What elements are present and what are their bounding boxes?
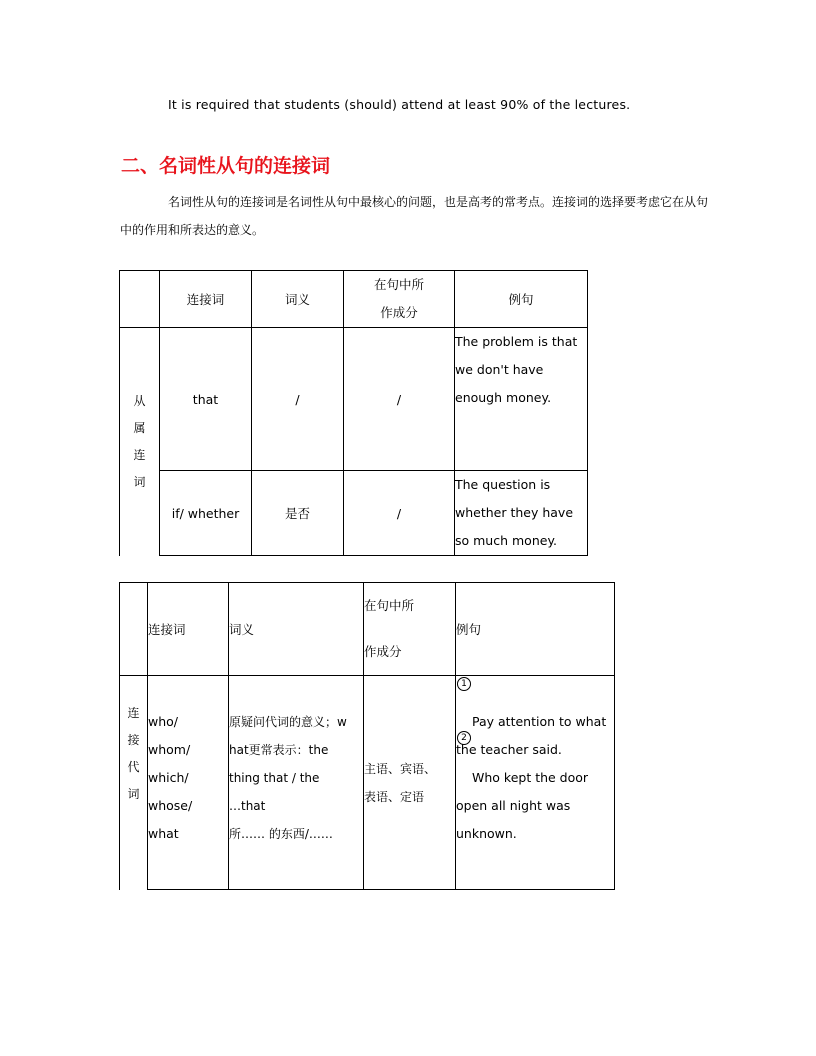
group-label-char: 属 [133, 420, 146, 435]
group-label-pronouns [120, 676, 148, 890]
example-line: enough money. [455, 390, 552, 405]
cell-role: / [344, 471, 455, 556]
example-line: Pay attention to what [472, 714, 607, 729]
circled-number-2: 2 [457, 731, 471, 745]
header-meaning: 词义 [252, 271, 344, 328]
header-role-line: 在句中所 [364, 598, 415, 613]
header-meaning: 词义 [229, 583, 364, 676]
example-line: whether they have [455, 505, 574, 520]
header-connective: 连接词 [148, 583, 229, 676]
header-role-line: 在句中所 [373, 277, 424, 292]
header-example: 例句 [456, 583, 615, 676]
example-line: the teacher said. [456, 742, 562, 757]
group-label-char: 连 [127, 706, 140, 720]
group-label-char: 词 [127, 787, 140, 801]
cell-connective: if/ whether [160, 471, 252, 556]
header-role-line: 作成分 [364, 644, 402, 659]
example-line: unknown. [456, 826, 517, 841]
cell-example [455, 328, 588, 471]
cell-meaning: / [252, 328, 344, 471]
meaning-line: hat更常表示：the [229, 743, 329, 757]
header-role [364, 583, 456, 676]
example-line: we don't have [455, 362, 544, 377]
role-line: 表语、定语 [364, 789, 425, 804]
group-label-subordinating [120, 328, 160, 556]
circled-number-1: 1 [457, 677, 471, 691]
cell-connective [148, 676, 229, 890]
cell-role: / [344, 328, 455, 471]
connective-line: which/ [148, 770, 189, 785]
connectives-table-subordinating [119, 270, 588, 556]
meaning-line: 所…… 的东西/…… [229, 827, 333, 841]
meaning-line: 原疑问代词的意义；w [229, 715, 347, 729]
meaning-line: …that [229, 799, 266, 813]
cell-connective: that [160, 328, 252, 471]
intro-sentence: It is required that students (should) attend at least 90% of the lectures. [168, 97, 631, 112]
example-line: The question is [455, 477, 551, 492]
example-line: Who kept the door [472, 770, 589, 785]
cell-role [364, 676, 456, 890]
header-blank-cell [120, 583, 148, 676]
cell-meaning: 是否 [252, 471, 344, 556]
connective-line: whose/ [148, 798, 193, 813]
example-line: so much money. [455, 533, 558, 548]
section-heading: 二、名词性从句的连接词 [121, 155, 331, 177]
header-role [344, 271, 455, 328]
example-line: The problem is that [455, 334, 578, 349]
connective-line: what [148, 826, 179, 841]
group-label-char: 从 [133, 393, 146, 408]
meaning-line: thing that / the [229, 771, 320, 785]
connective-line: who/ [148, 714, 179, 729]
cell-example [455, 471, 588, 556]
cell-example [456, 676, 615, 890]
group-label-char: 接 [127, 733, 140, 747]
role-line: 主语、宾语、 [364, 761, 437, 776]
header-example: 例句 [455, 271, 588, 328]
section-paragraph [120, 188, 710, 244]
header-role-line: 作成分 [380, 305, 418, 320]
example-line: open all night was [456, 798, 571, 813]
group-label-char: 代 [127, 760, 140, 774]
connectives-table-pronouns [119, 582, 615, 890]
header-connective: 连接词 [160, 271, 252, 328]
cell-meaning [229, 676, 364, 890]
header-blank-cell [120, 271, 160, 328]
section-paragraph-text: 名词性从句的连接词是名词性从句中最核心的问题，也是高考的常考点。连接词的选择要考虑它在从句中的作用和所表达的意义。 [120, 195, 709, 237]
group-label-char: 连 [133, 447, 146, 462]
connective-line: whom/ [148, 742, 191, 757]
group-label-char: 词 [133, 474, 146, 489]
